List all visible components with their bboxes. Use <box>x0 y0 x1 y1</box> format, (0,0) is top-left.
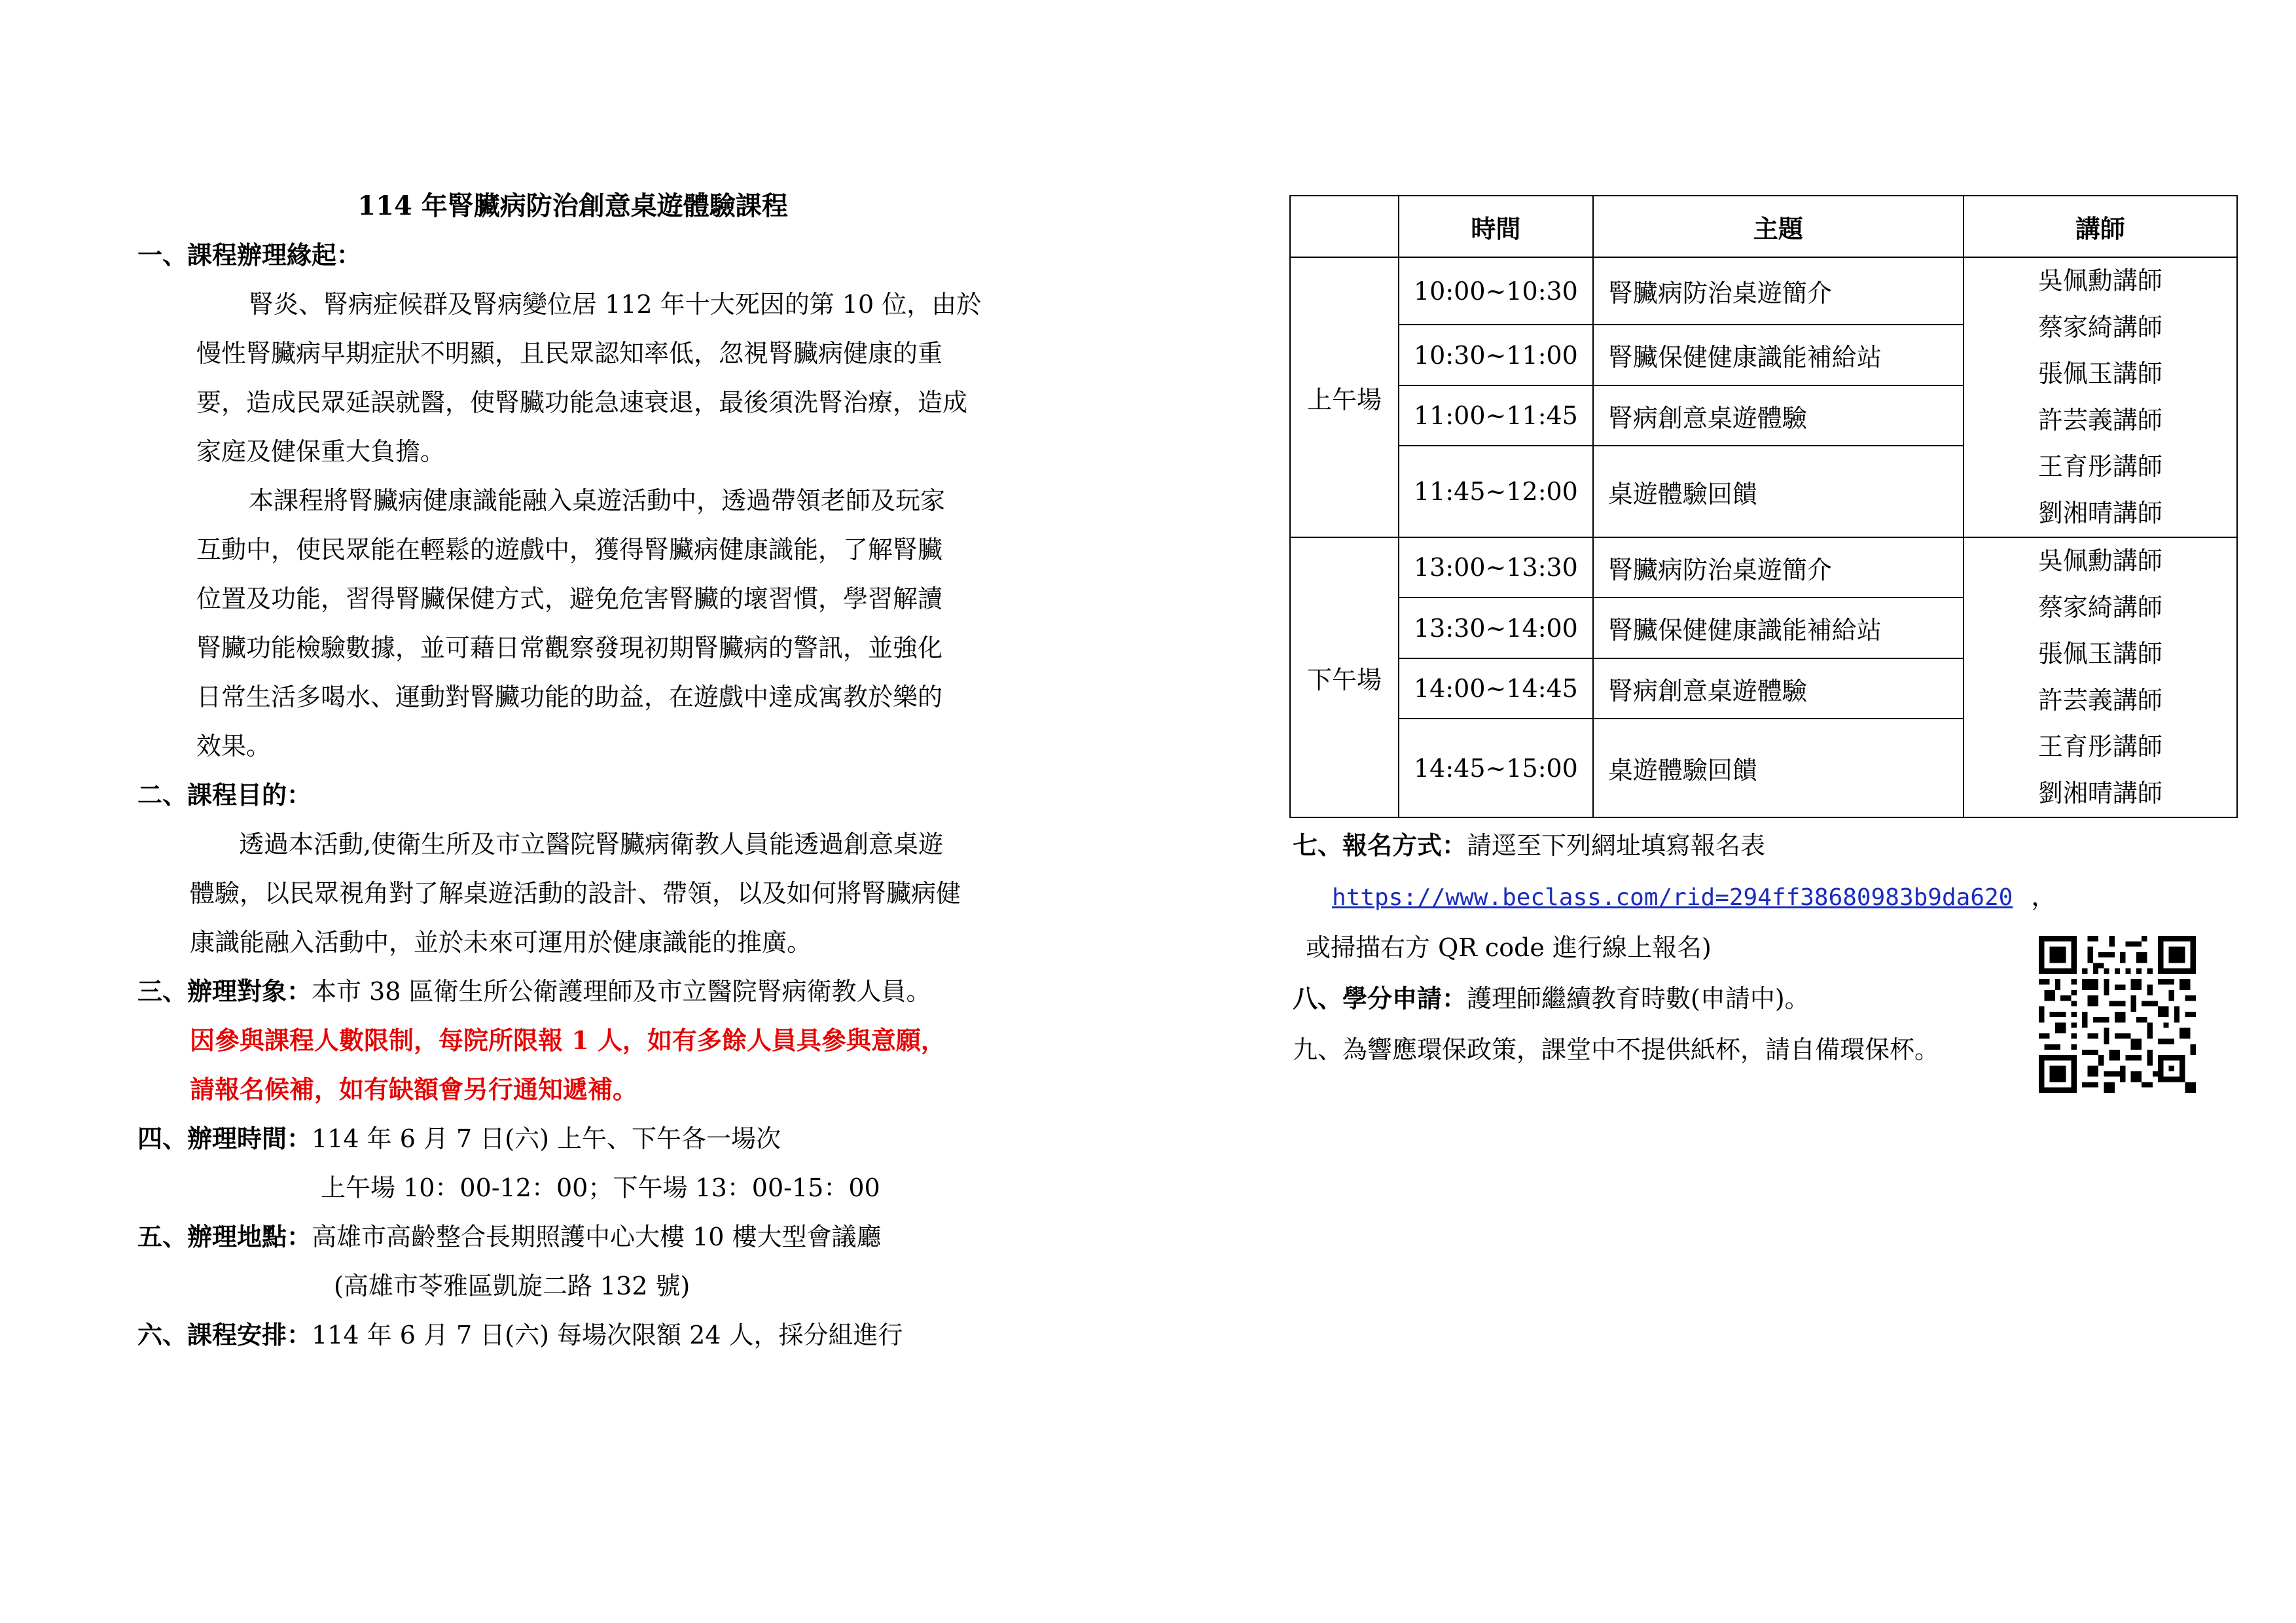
s7-url-line <box>1332 877 2056 918</box>
teacher-name: 張佩玉講師 <box>2037 639 2162 668</box>
s3-notice-line: 請報名候補，如有缺額會另行通知遞補。 <box>190 1075 638 1104</box>
s6-text: 114 年 6 月 7 日(六) 每場次限額 24 人，採分組進行 <box>312 1321 903 1349</box>
qr-code-icon[interactable] <box>2039 936 2196 1093</box>
s7-text: 請逕至下列網址填寫報名表 <box>1467 831 1766 860</box>
s3-text: 本市 38 區衛生所公衛護理師及市立醫院腎病衛教人員。 <box>312 977 931 1006</box>
table-row <box>1290 537 2237 597</box>
teacher-name: 吳佩勳講師 <box>2037 546 2162 575</box>
teacher-name: 王育彤講師 <box>2037 732 2162 761</box>
time-cell: 13:00~13:30 <box>1399 537 1593 597</box>
table-header-topic: 主題 <box>1593 196 1964 257</box>
table-header-time: 時間 <box>1399 196 1593 257</box>
s5-label: 五、辦理地點： <box>137 1222 312 1251</box>
session-afternoon: 下午場 <box>1290 537 1399 817</box>
s8-label: 八、學分申請： <box>1293 984 1467 1013</box>
teacher-name: 劉湘晴講師 <box>2037 499 2162 527</box>
time-cell: 10:30~11:00 <box>1399 325 1593 385</box>
s7-url-suffix: ， <box>2031 882 2056 911</box>
s3-notice-line: 因參與課程人數限制，每院所限報 1 人，如有多餘人員具參與意願， <box>190 1026 946 1055</box>
time-cell: 10:00~10:30 <box>1399 257 1593 325</box>
topic-cell: 腎臟保健健康識能補給站 <box>1593 325 1964 385</box>
table-header-row <box>1290 196 2237 257</box>
topic-cell: 桌遊體驗回饋 <box>1593 719 1964 817</box>
s2-line: 透過本活動,使衛生所及市立醫院腎臟病衛教人員能透過創意桌遊 <box>239 830 944 859</box>
teacher-name: 蔡家綺講師 <box>2037 313 2162 342</box>
time-cell: 14:00~14:45 <box>1399 658 1593 719</box>
teachers-afternoon <box>1964 537 2237 817</box>
session-morning: 上午場 <box>1290 257 1399 537</box>
s1-p2-line: 日常生活多喝水、運動對腎臟功能的助益，在遊戲中達成寓教於樂的 <box>196 683 943 711</box>
s1-p2-line: 效果。 <box>196 732 272 760</box>
s4-text: 114 年 6 月 7 日(六) 上午、下午各一場次 <box>312 1124 781 1153</box>
teacher-name: 許芸義講師 <box>2037 686 2162 715</box>
s1-p1-line: 慢性腎臟病早期症狀不明顯，且民眾認知率低，忽視腎臟病健康的重 <box>196 339 943 368</box>
table-header-blank <box>1290 196 1399 257</box>
s1-p1-line: 要，造成民眾延誤就醫，使腎臟功能急速衰退，最後須洗腎治療，造成 <box>196 388 968 417</box>
s2-line: 康識能融入活動中，並於未來可運用於健康識能的推廣。 <box>190 928 812 957</box>
section-6 <box>137 1315 903 1355</box>
s1-p2-line: 互動中，使民眾能在輕鬆的遊戲中，獲得腎臟病健康識能，了解腎臟 <box>196 535 943 564</box>
section-8 <box>1293 979 1810 1018</box>
table-row <box>1290 257 2237 325</box>
page-title: 114 年腎臟病防治創意桌遊體驗課程 <box>357 190 788 221</box>
s5-text2: (高雄市苓雅區凱旋二路 132 號) <box>334 1272 691 1300</box>
section-5 <box>137 1217 882 1257</box>
s7-label: 七、報名方式： <box>1293 830 1467 860</box>
s7-text2: 或掃描右方 QR code 進行線上報名) <box>1306 933 1712 962</box>
table-header-teacher: 講師 <box>1964 196 2237 257</box>
teachers-morning <box>1964 257 2237 537</box>
topic-cell: 桌遊體驗回饋 <box>1593 446 1964 537</box>
topic-cell: 腎病創意桌遊體驗 <box>1593 385 1964 446</box>
s4-label: 四、辦理時間： <box>137 1124 312 1153</box>
section-1-heading: 一、課程辦理緣起： <box>137 240 362 270</box>
topic-cell: 腎臟病防治桌遊簡介 <box>1593 537 1964 597</box>
time-cell: 13:30~14:00 <box>1399 597 1593 658</box>
time-cell: 11:45~12:00 <box>1399 446 1593 537</box>
s1-p2-line: 本課程將腎臟病健康識能融入桌遊活動中，透過帶領老師及玩家 <box>249 486 946 515</box>
section-2-heading: 二、課程目的： <box>137 780 312 810</box>
teacher-name: 許芸義講師 <box>2037 406 2162 435</box>
time-cell: 11:00~11:45 <box>1399 385 1593 446</box>
s3-label: 三、辦理對象： <box>137 976 312 1006</box>
teacher-name: 王育彤講師 <box>2037 452 2162 481</box>
teacher-name: 蔡家綺講師 <box>2037 593 2162 622</box>
teacher-name: 吳佩勳講師 <box>2037 266 2162 295</box>
s4-text2: 上午場 10：00-12：00；下午場 13：00-15：00 <box>321 1173 880 1202</box>
teacher-name: 劉湘晴講師 <box>2037 779 2162 808</box>
s5-text: 高雄市高齡整合長期照護中心大樓 10 樓大型會議廳 <box>312 1222 882 1251</box>
s1-p2-line: 腎臟功能檢驗數據，並可藉日常觀察發現初期腎臟病的警訊，並強化 <box>196 633 943 662</box>
registration-link[interactable]: https://www.beclass.com/rid=294ff38680983b9da620 <box>1332 884 2013 911</box>
section-7 <box>1293 826 1765 865</box>
s1-p2-line: 位置及功能，習得腎臟保健方式，避免危害腎臟的壞習慣，學習解讀 <box>196 584 943 613</box>
time-cell: 14:45~15:00 <box>1399 719 1593 817</box>
section-4 <box>137 1119 781 1158</box>
topic-cell: 腎臟病防治桌遊簡介 <box>1593 257 1964 325</box>
topic-cell: 腎臟保健健康識能補給站 <box>1593 597 1964 658</box>
topic-cell: 腎病創意桌遊體驗 <box>1593 658 1964 719</box>
section-3 <box>137 972 931 1011</box>
s8-text: 護理師繼續教育時數(申請中)。 <box>1467 984 1810 1013</box>
s6-label: 六、課程安排： <box>137 1320 312 1349</box>
teacher-name: 張佩玉講師 <box>2037 359 2162 388</box>
s2-line: 體驗，以民眾視角對了解桌遊活動的設計、帶領，以及如何將腎臟病健 <box>190 879 961 908</box>
s1-p1-line: 腎炎、腎病症候群及腎病變位居 112 年十大死因的第 10 位，由於 <box>249 290 982 319</box>
s1-p1-line: 家庭及健保重大負擔。 <box>196 437 446 466</box>
section-9: 九、為響應環保政策，課堂中不提供紙杯，請自備環保杯。 <box>1293 1035 1940 1064</box>
schedule-table <box>1289 195 2238 818</box>
